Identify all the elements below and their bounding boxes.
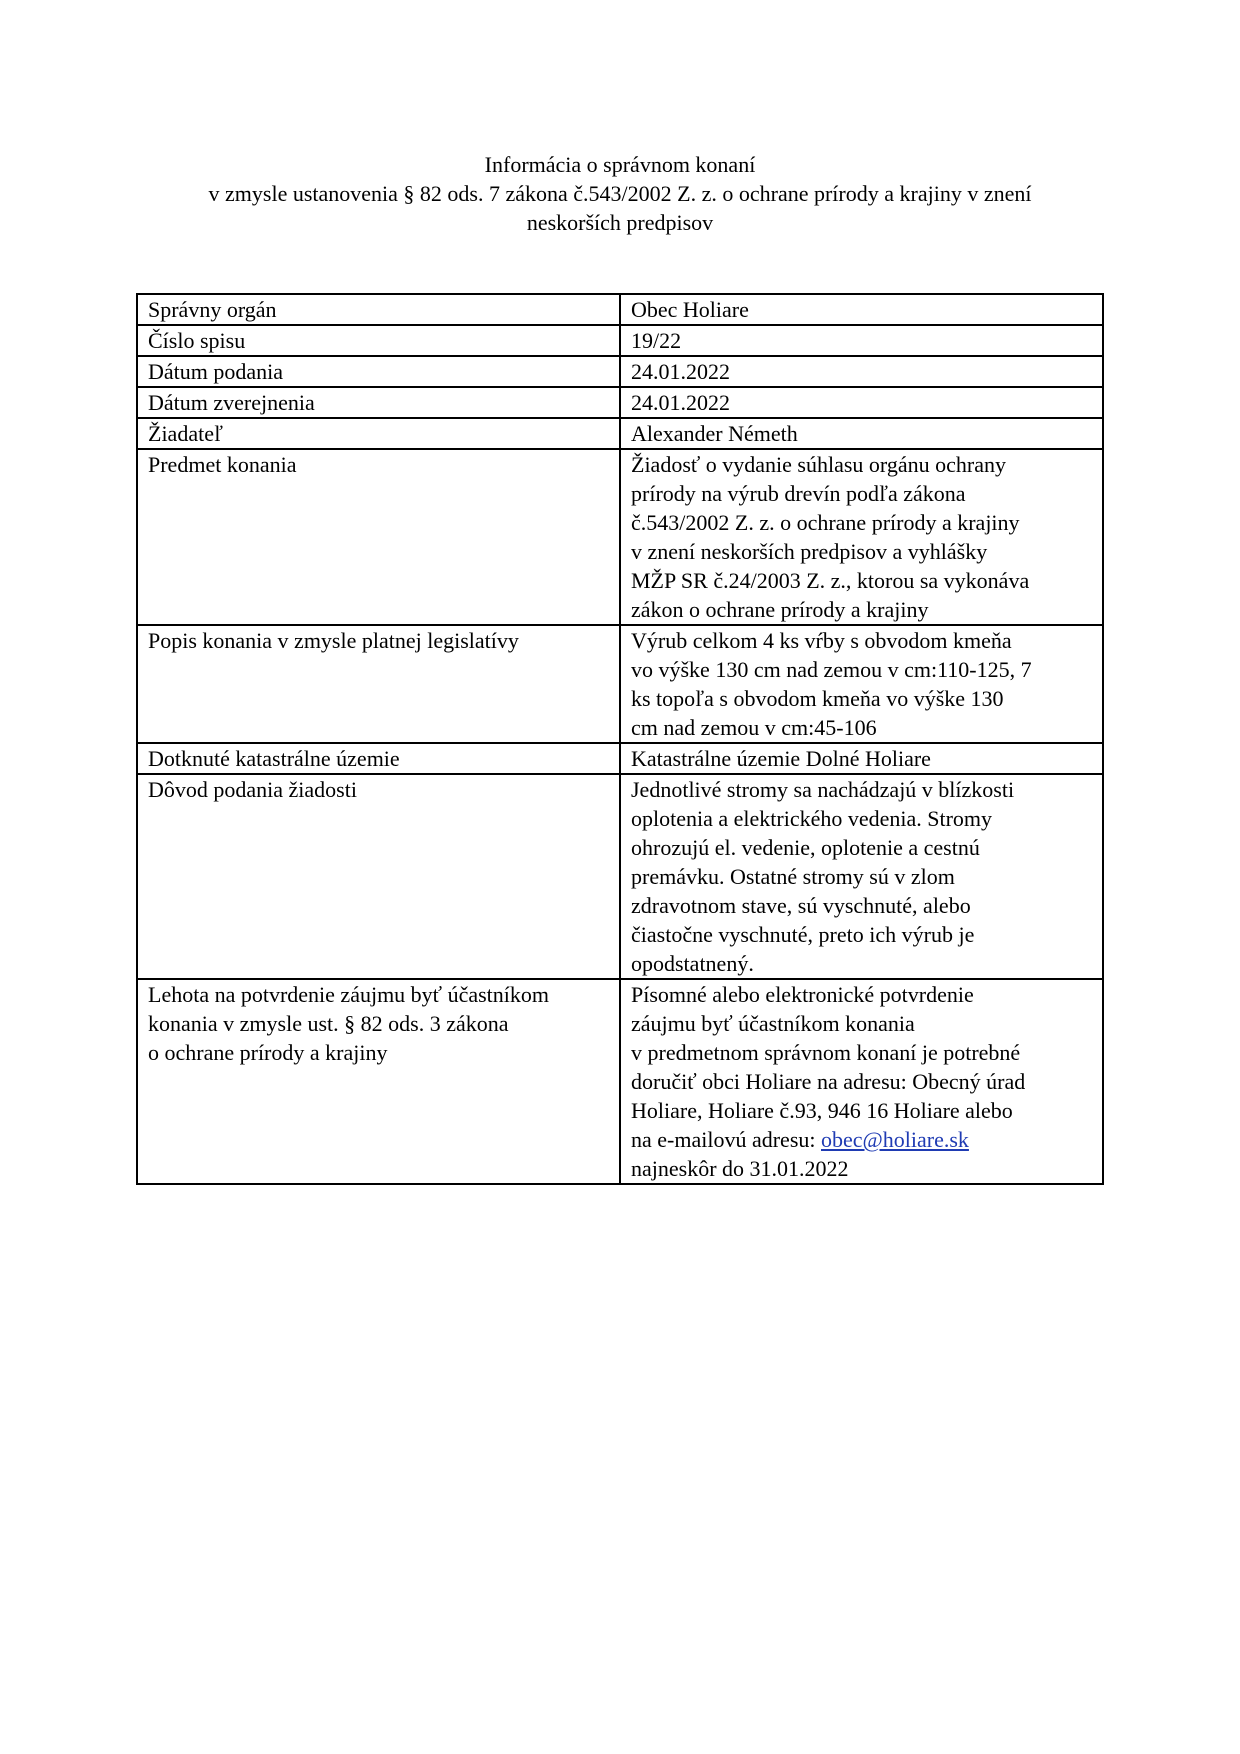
row-publication-date xyxy=(137,387,1103,418)
value-line: Alexander Németh xyxy=(631,421,798,446)
value-line: Obec Holiare xyxy=(631,297,749,322)
value-line: Jednotlivé stromy sa nachádzajú v blízkosti xyxy=(631,777,1015,802)
email-link[interactable]: obec@holiare.sk xyxy=(821,1127,969,1152)
value-line: zdravotnom stave, sú vyschnuté, alebo xyxy=(631,893,971,918)
value-line: záujmu byť účastníkom konania xyxy=(631,1011,915,1036)
label-line: Dátum podania xyxy=(148,359,284,384)
row-label-cell xyxy=(137,625,620,743)
row-cadastral-area xyxy=(137,743,1103,774)
row-file-number xyxy=(137,325,1103,356)
row-label-cell xyxy=(137,979,620,1184)
table-body xyxy=(137,294,1103,1184)
row-label-cell xyxy=(137,356,620,387)
value-line: 24.01.2022 xyxy=(631,390,730,415)
value-line: zákon o ochrane prírody a krajiny xyxy=(631,597,929,622)
value-line: 24.01.2022 xyxy=(631,359,730,384)
heading-subtitle-line-2: neskorších predpisov xyxy=(526,210,714,235)
heading-title: Informácia o správnom konaní xyxy=(484,152,756,177)
document-heading xyxy=(130,150,1110,237)
label-line: Popis konania v zmysle platnej legislatívy xyxy=(148,628,519,653)
row-value-cell xyxy=(620,449,1103,625)
label-line: Žiadateľ xyxy=(148,421,223,446)
label-line: Lehota na potvrdenie záujmu byť účastníkom xyxy=(148,982,550,1007)
label-line: konania v zmysle ust. § 82 ods. 3 zákona xyxy=(148,1011,509,1036)
row-value-cell xyxy=(620,387,1103,418)
value-line: Výrub celkom 4 ks vŕby s obvodom kmeňa xyxy=(631,628,1012,653)
row-applicant xyxy=(137,418,1103,449)
value-line: Žiadosť o vydanie súhlasu orgánu ochrany xyxy=(631,452,1006,477)
row-value-cell xyxy=(620,418,1103,449)
value-line: ks topoľa s obvodom kmeňa vo výške 130 xyxy=(631,686,1004,711)
label-line: Dotknuté katastrálne územie xyxy=(148,746,400,771)
value-line: doručiť obci Holiare na adresu: Obecný úrad xyxy=(631,1069,1026,1094)
value-line: prírody na výrub drevín podľa zákona xyxy=(631,481,966,506)
row-label-cell xyxy=(137,294,620,325)
value-line: čiastočne vyschnuté, preto ich výrub je xyxy=(631,922,975,947)
value-line: ohrozujú el. vedenie, oplotenie a cestnú xyxy=(631,835,980,860)
row-value-cell xyxy=(620,356,1103,387)
row-label-cell xyxy=(137,418,620,449)
row-subject-of-proceeding xyxy=(137,449,1103,625)
row-value-cell xyxy=(620,774,1103,979)
value-line: Katastrálne územie Dolné Holiare xyxy=(631,746,931,771)
deadline-line: najneskôr do 31.01.2022 xyxy=(631,1156,849,1181)
row-description-of-proceeding xyxy=(137,625,1103,743)
row-label-cell xyxy=(137,387,620,418)
value-line: opodstatnený. xyxy=(631,951,754,976)
row-value-cell xyxy=(620,979,1103,1184)
label-line: Číslo spisu xyxy=(148,328,246,353)
email-prefix: na e-mailovú adresu: xyxy=(631,1127,821,1152)
value-line: č.543/2002 Z. z. o ochrane prírody a krajiny xyxy=(631,510,1020,535)
value-line: v predmetnom správnom konaní je potrebné xyxy=(631,1040,1021,1065)
label-line: Správny orgán xyxy=(148,297,277,322)
row-deadline-for-interest xyxy=(137,979,1103,1184)
proceeding-info-table xyxy=(136,293,1104,1185)
label-line: Dôvod podania žiadosti xyxy=(148,777,357,802)
value-line: premávku. Ostatné stromy sú v zlom xyxy=(631,864,955,889)
label-line: Dátum zverejnenia xyxy=(148,390,315,415)
label-line: Predmet konania xyxy=(148,452,297,477)
value-line: Písomné alebo elektronické potvrdenie xyxy=(631,982,974,1007)
value-line: cm nad zemou v cm:45-106 xyxy=(631,715,877,740)
row-label-cell xyxy=(137,774,620,979)
row-value-cell xyxy=(620,294,1103,325)
value-line: vo výške 130 cm nad zemou v cm:110-125, 7 xyxy=(631,657,1032,682)
label-line: o ochrane prírody a krajiny xyxy=(148,1040,388,1065)
value-line: oplotenia a elektrického vedenia. Stromy xyxy=(631,806,993,831)
row-value-cell xyxy=(620,625,1103,743)
email-line xyxy=(631,1125,1092,1154)
value-line: MŽP SR č.24/2003 Z. z., ktorou sa vykonáva xyxy=(631,568,1030,593)
value-line: Holiare, Holiare č.93, 946 16 Holiare alebo xyxy=(631,1098,1013,1123)
row-value-cell xyxy=(620,743,1103,774)
row-submission-date xyxy=(137,356,1103,387)
row-label-cell xyxy=(137,325,620,356)
row-label-cell xyxy=(137,449,620,625)
value-line: 19/22 xyxy=(631,328,682,353)
row-value-cell xyxy=(620,325,1103,356)
heading-subtitle-line-1: v zmysle ustanovenia § 82 ods. 7 zákona č.543/2002 Z. z. o ochrane prírody a krajiny v znení xyxy=(208,181,1032,206)
row-label-cell xyxy=(137,743,620,774)
row-reason-for-application xyxy=(137,774,1103,979)
value-line: v znení neskorších predpisov a vyhlášky xyxy=(631,539,988,564)
row-administrative-authority xyxy=(137,294,1103,325)
